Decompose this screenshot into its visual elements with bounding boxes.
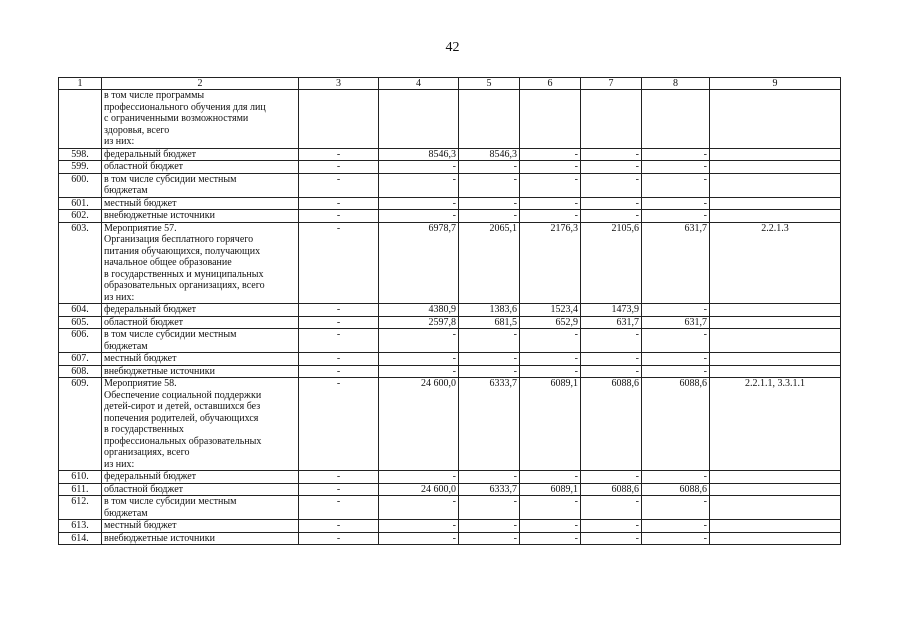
col-3-cell: - (299, 210, 379, 223)
col-3-cell: - (299, 471, 379, 484)
table-row (59, 365, 841, 378)
col-7-cell: 631,7 (581, 316, 642, 329)
col-6-cell: - (520, 520, 581, 533)
col-6-cell: 6089,1 (520, 378, 581, 471)
row-number-cell: 604. (59, 304, 102, 317)
budget-table (58, 77, 841, 545)
col-5-cell: - (459, 173, 520, 197)
description-cell: в том числе субсидии местным бюджетам (102, 496, 299, 520)
row-number-cell: 612. (59, 496, 102, 520)
description-cell: федеральный бюджет (102, 471, 299, 484)
col-5-cell: 6333,7 (459, 483, 520, 496)
col-3-cell: - (299, 532, 379, 545)
table-row (59, 520, 841, 533)
header-cell-2: 2 (102, 78, 299, 90)
col-4-cell: 4380,9 (379, 304, 459, 317)
col-4-cell: - (379, 365, 459, 378)
col-6-cell: 2176,3 (520, 222, 581, 304)
col-7-cell: - (581, 496, 642, 520)
col-7-cell: - (581, 532, 642, 545)
header-row (59, 78, 841, 90)
header-cell-9: 9 (710, 78, 841, 90)
col-4-cell: - (379, 161, 459, 174)
col-8-cell: - (642, 148, 710, 161)
description-cell: федеральный бюджет (102, 304, 299, 317)
col-8-cell: 6088,6 (642, 378, 710, 471)
col-5-cell: - (459, 365, 520, 378)
header-cell-3: 3 (299, 78, 379, 90)
row-number-cell: 607. (59, 353, 102, 366)
table-row (59, 90, 841, 149)
table-row (59, 210, 841, 223)
col-3-cell: - (299, 353, 379, 366)
col-7-cell: - (581, 365, 642, 378)
header-cell-4: 4 (379, 78, 459, 90)
col-8-cell: 6088,6 (642, 483, 710, 496)
col-6-cell: - (520, 197, 581, 210)
col-7-cell (581, 90, 642, 149)
col-6-cell: - (520, 148, 581, 161)
col-4-cell: - (379, 173, 459, 197)
col-7-cell: - (581, 471, 642, 484)
description-cell: областной бюджет (102, 316, 299, 329)
col-4-cell: 24 600,0 (379, 483, 459, 496)
col-8-cell (642, 90, 710, 149)
page-number: 42 (445, 40, 460, 55)
col-5-cell: - (459, 329, 520, 353)
col-7-cell: - (581, 353, 642, 366)
col-6-cell: - (520, 210, 581, 223)
table-row (59, 378, 841, 471)
col-5-cell: 1383,6 (459, 304, 520, 317)
col-9-cell: 2.2.1.3 (710, 222, 841, 304)
col-3-cell: - (299, 197, 379, 210)
col-5-cell: 6333,7 (459, 378, 520, 471)
col-6-cell: - (520, 471, 581, 484)
col-7-cell: - (581, 210, 642, 223)
description-cell: Мероприятие 57. Организация бесплатного горячего питания обучающихся, получающих начальное общее образование в государственных и муниципальных образовательных организациях, всего из них: (102, 222, 299, 304)
col-9-cell (710, 365, 841, 378)
row-number-cell: 598. (59, 148, 102, 161)
col-5-cell: - (459, 532, 520, 545)
header-cell-6: 6 (520, 78, 581, 90)
table-row (59, 316, 841, 329)
col-4-cell: - (379, 329, 459, 353)
col-3-cell: - (299, 496, 379, 520)
description-cell: внебюджетные источники (102, 210, 299, 223)
col-9-cell (710, 496, 841, 520)
col-5-cell: - (459, 471, 520, 484)
description-cell: в том числе программы профессионального обучения для лиц с ограниченными возможностями здоровья, всего из них: (102, 90, 299, 149)
description-cell: местный бюджет (102, 520, 299, 533)
col-3-cell: - (299, 161, 379, 174)
col-9-cell (710, 520, 841, 533)
col-6-cell: 1523,4 (520, 304, 581, 317)
col-9-cell (710, 471, 841, 484)
col-9-cell (710, 304, 841, 317)
description-cell: федеральный бюджет (102, 148, 299, 161)
col-6-cell: - (520, 496, 581, 520)
col-6-cell: - (520, 161, 581, 174)
description-cell: внебюджетные источники (102, 532, 299, 545)
col-4-cell: - (379, 197, 459, 210)
col-3-cell: - (299, 378, 379, 471)
col-4-cell: - (379, 532, 459, 545)
col-8-cell: - (642, 353, 710, 366)
col-9-cell (710, 173, 841, 197)
table-row (59, 329, 841, 353)
col-4-cell: - (379, 353, 459, 366)
row-number-cell: 610. (59, 471, 102, 484)
col-4-cell: 24 600,0 (379, 378, 459, 471)
col-7-cell: 6088,6 (581, 483, 642, 496)
col-8-cell: - (642, 329, 710, 353)
col-5-cell: 681,5 (459, 316, 520, 329)
col-5-cell: - (459, 210, 520, 223)
col-8-cell: 631,7 (642, 316, 710, 329)
col-3-cell: - (299, 520, 379, 533)
description-cell: в том числе субсидии местным бюджетам (102, 329, 299, 353)
table-row (59, 471, 841, 484)
table-row (59, 353, 841, 366)
col-4-cell (379, 90, 459, 149)
col-3-cell: - (299, 304, 379, 317)
col-6-cell: 652,9 (520, 316, 581, 329)
row-number-cell: 603. (59, 222, 102, 304)
row-number-cell: 613. (59, 520, 102, 533)
col-7-cell: 1473,9 (581, 304, 642, 317)
col-3-cell: - (299, 222, 379, 304)
description-cell: Мероприятие 58. Обеспечение социальной поддержки детей-сирот и детей, оставшихся без попечения родителей, обучающихся в государственных профессиональных образовательных организациях, всего из них: (102, 378, 299, 471)
col-4-cell: - (379, 471, 459, 484)
table-row (59, 496, 841, 520)
col-8-cell: - (642, 173, 710, 197)
col-3-cell (299, 90, 379, 149)
col-3-cell: - (299, 148, 379, 161)
col-8-cell: - (642, 471, 710, 484)
header-cell-7: 7 (581, 78, 642, 90)
col-9-cell (710, 161, 841, 174)
row-number-cell (59, 90, 102, 149)
col-5-cell: 2065,1 (459, 222, 520, 304)
table-header (59, 78, 841, 90)
table-row (59, 197, 841, 210)
col-9-cell (710, 353, 841, 366)
table-body (59, 90, 841, 545)
header-cell-8: 8 (642, 78, 710, 90)
row-number-cell: 606. (59, 329, 102, 353)
col-7-cell: - (581, 148, 642, 161)
col-3-cell: - (299, 329, 379, 353)
col-8-cell: - (642, 210, 710, 223)
description-cell: областной бюджет (102, 161, 299, 174)
col-9-cell (710, 329, 841, 353)
row-number-cell: 602. (59, 210, 102, 223)
header-cell-5: 5 (459, 78, 520, 90)
row-number-cell: 601. (59, 197, 102, 210)
col-3-cell: - (299, 365, 379, 378)
col-4-cell: 2597,8 (379, 316, 459, 329)
col-4-cell: - (379, 496, 459, 520)
col-5-cell: 8546,3 (459, 148, 520, 161)
col-5-cell: - (459, 197, 520, 210)
description-cell: областной бюджет (102, 483, 299, 496)
col-6-cell: - (520, 353, 581, 366)
col-4-cell: - (379, 520, 459, 533)
table-row (59, 222, 841, 304)
table-row (59, 304, 841, 317)
col-8-cell: - (642, 520, 710, 533)
header-cell-1: 1 (59, 78, 102, 90)
col-3-cell: - (299, 173, 379, 197)
row-number-cell: 600. (59, 173, 102, 197)
col-7-cell: 6088,6 (581, 378, 642, 471)
col-6-cell: 6089,1 (520, 483, 581, 496)
col-7-cell: - (581, 173, 642, 197)
table-row (59, 532, 841, 545)
col-6-cell (520, 90, 581, 149)
col-7-cell: 2105,6 (581, 222, 642, 304)
col-6-cell: - (520, 329, 581, 353)
col-8-cell: - (642, 532, 710, 545)
col-4-cell: - (379, 210, 459, 223)
row-number-cell: 611. (59, 483, 102, 496)
col-9-cell (710, 197, 841, 210)
col-7-cell: - (581, 161, 642, 174)
col-8-cell: - (642, 161, 710, 174)
row-number-cell: 599. (59, 161, 102, 174)
col-7-cell: - (581, 197, 642, 210)
col-7-cell: - (581, 329, 642, 353)
col-6-cell: - (520, 532, 581, 545)
col-5-cell: - (459, 353, 520, 366)
table-row (59, 173, 841, 197)
col-8-cell: - (642, 365, 710, 378)
col-5-cell: - (459, 161, 520, 174)
table-row (59, 161, 841, 174)
col-9-cell (710, 148, 841, 161)
col-6-cell: - (520, 173, 581, 197)
col-8-cell: - (642, 496, 710, 520)
col-4-cell: 6978,7 (379, 222, 459, 304)
description-cell: внебюджетные источники (102, 365, 299, 378)
col-6-cell: - (520, 365, 581, 378)
col-4-cell: 8546,3 (379, 148, 459, 161)
col-3-cell: - (299, 316, 379, 329)
col-9-cell (710, 316, 841, 329)
col-9-cell (710, 90, 841, 149)
row-number-cell: 609. (59, 378, 102, 471)
row-number-cell: 614. (59, 532, 102, 545)
col-9-cell (710, 210, 841, 223)
table-row (59, 483, 841, 496)
col-9-cell (710, 532, 841, 545)
table-row (59, 148, 841, 161)
description-cell: местный бюджет (102, 197, 299, 210)
col-7-cell: - (581, 520, 642, 533)
col-5-cell: - (459, 496, 520, 520)
col-5-cell (459, 90, 520, 149)
col-8-cell: 631,7 (642, 222, 710, 304)
col-9-cell (710, 483, 841, 496)
col-8-cell: - (642, 304, 710, 317)
description-cell: в том числе субсидии местным бюджетам (102, 173, 299, 197)
col-8-cell: - (642, 197, 710, 210)
row-number-cell: 605. (59, 316, 102, 329)
col-9-cell: 2.2.1.1, 3.3.1.1 (710, 378, 841, 471)
col-3-cell: - (299, 483, 379, 496)
row-number-cell: 608. (59, 365, 102, 378)
col-5-cell: - (459, 520, 520, 533)
description-cell: местный бюджет (102, 353, 299, 366)
